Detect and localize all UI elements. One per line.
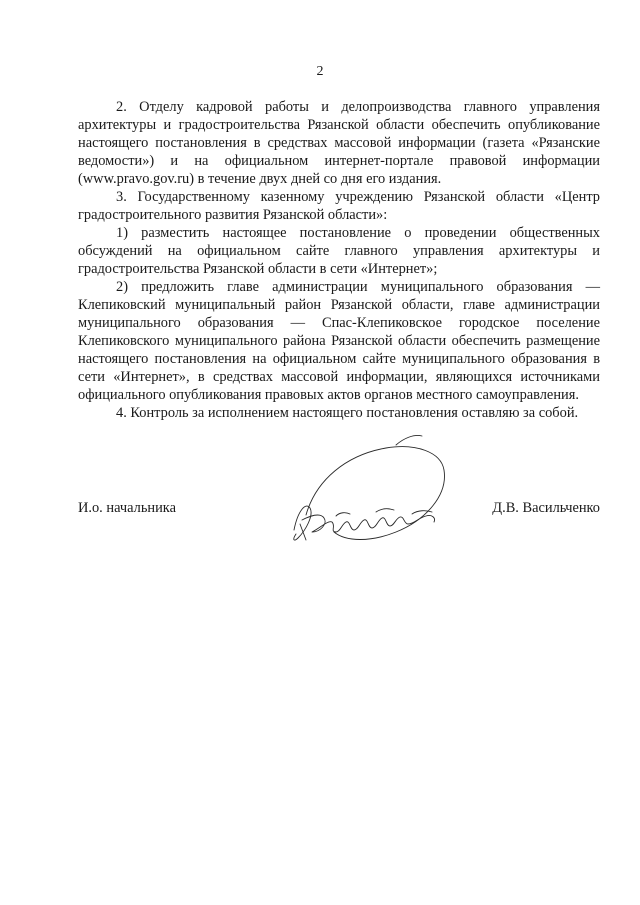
signer-position: И.о. начальника <box>78 500 176 516</box>
paragraph-item-3: 3. Государственному казенному учреждению Рязанской области «Центр градостроительного развития Рязанской области»: <box>78 189 600 223</box>
handwritten-signature <box>276 420 476 570</box>
paragraph-item-4: 4. Контроль за исполнением настоящего постановления оставляю за собой. <box>116 405 579 421</box>
signer-name: Д.В. Васильченко <box>492 500 600 516</box>
paragraph-subitem-2: 2) предложить главе администрации муниципального образования — Клепиковский муниципальный район Рязанской области, главе администрации муниципального образования — Спас-Клепиковское городское поселение Клепиковского муниципального района Рязанской области обеспечить размещение настоящего постановления на официальном сайте муниципального образования в сети «Интернет», в средствах массовой информации, являющихся источниками официального опубликования правовых актов органов местного самоуправления. <box>78 279 600 403</box>
paragraph-subitem-1: 1) разместить настоящее постановление о проведении общественных обсуждений на официальном сайте главного управления архитектуры и градостроительства Рязанской области в сети «Интернет»; <box>78 225 600 277</box>
signature-block <box>78 500 600 520</box>
document-body <box>78 98 600 422</box>
page-number: 2 <box>316 64 324 79</box>
paragraph-item-2: 2. Отделу кадровой работы и делопроизводства главного управления архитектуры и градостроительства Рязанской области обеспечить опубликование настоящего постановления в средствах массовой информации (газета «Рязанские ведомости») и на официальном интернет-портале правовой информации (www.pravo.gov.ru) в течение двух дней со дня его издания. <box>78 99 600 187</box>
